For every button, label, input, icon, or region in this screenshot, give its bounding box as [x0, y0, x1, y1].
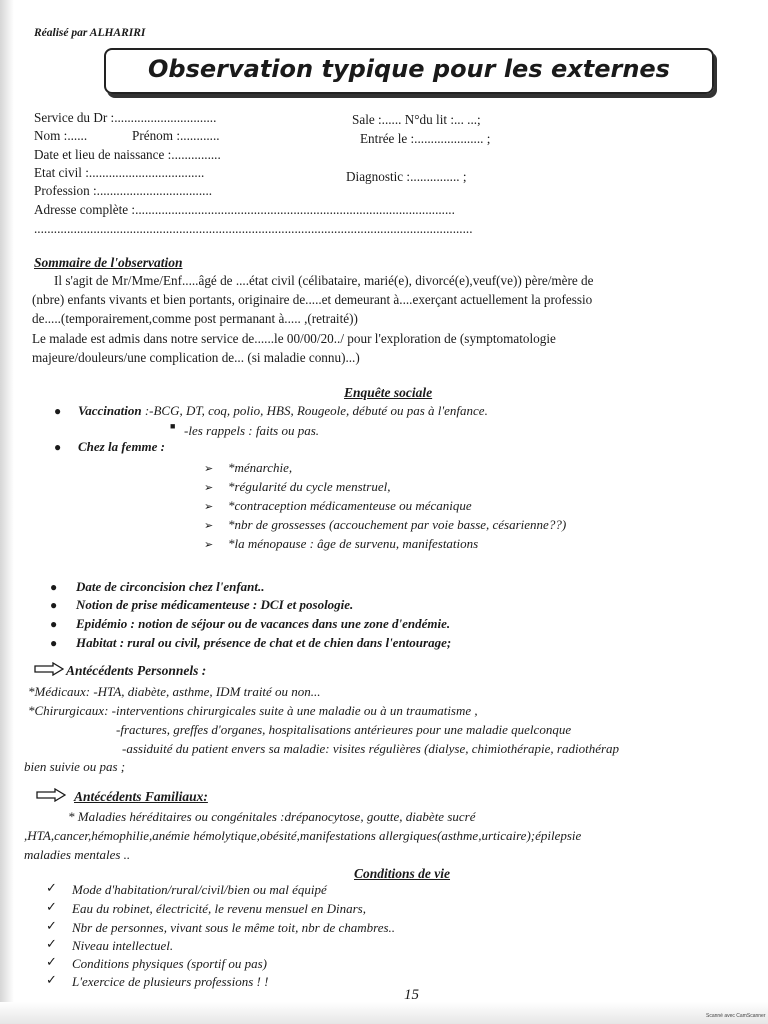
- naissance-field: Date et lieu de naissance :...............: [34, 147, 221, 162]
- arrowhead-icon: ➢: [204, 539, 214, 551]
- bullet-icon: ■: [170, 421, 176, 431]
- nom-field: Nom :......: [34, 128, 88, 143]
- femme-item: *ménarchie,: [228, 460, 293, 475]
- enquete-heading: Enquête sociale: [344, 385, 433, 400]
- condition-item: Nbr de personnes, vivant sous le même toit, nbr de chambres..: [72, 920, 396, 935]
- bullet-icon: ●: [50, 617, 58, 631]
- bullet-icon: ●: [54, 440, 62, 454]
- condition-item: Conditions physiques (sportif ou pas): [72, 956, 268, 971]
- chirurgicaux-line: *Chirurgicaux: -interventions chirurgicales suite à une maladie ou à un traumatisme ,: [28, 703, 478, 718]
- sommaire-line: Il s'agit de Mr/Mme/Enf.....âgé de ....état civil (célibataire, marié(e), divorcé(e),veuf(ve)) père/mère de: [54, 273, 594, 288]
- condition-item: L'exercice de plusieurs professions ! !: [72, 974, 269, 989]
- adresse-field: Adresse complète :.................................................................................................: [34, 202, 455, 217]
- profession-field: Profession :...................................: [34, 183, 213, 198]
- title-box: [104, 48, 714, 94]
- femme-item: *contraception médicamenteuse ou mécanique: [228, 498, 472, 513]
- salle-field: Sale :...... N°du lit :... ...;: [352, 112, 481, 127]
- condition-item: Mode d'habitation/rural/civil/bien ou mal équipé: [72, 882, 327, 897]
- atcd-perso-heading: Antécédents Personnels :: [66, 663, 207, 678]
- vaccination-line: Vaccination :-BCG, DT, coq, polio, HBS, Rougeole, débuté ou pas à l'enfance.: [78, 403, 488, 418]
- bullet-icon: ●: [50, 598, 58, 612]
- arrowhead-icon: ➢: [204, 463, 214, 475]
- habitat-item: Habitat : rural ou civil, présence de chat et de chien dans l'entourage;: [76, 635, 452, 650]
- bullet-icon: ●: [50, 580, 58, 594]
- checkmark-icon: ✓: [46, 880, 57, 895]
- scan-shadow-bottom: [0, 1002, 768, 1024]
- page-number: 15: [404, 987, 419, 1003]
- section-arrow-icon: [36, 788, 66, 802]
- adresse-continued: .....................................................................................................................................: [34, 221, 473, 236]
- bullet-icon: ●: [50, 636, 58, 650]
- femme-item: *nbr de grossesses (accouchement par voie basse, césarienne??): [228, 517, 567, 532]
- arrowhead-icon: ➢: [204, 501, 214, 513]
- etat-civil-field: Etat civil :...................................: [34, 165, 205, 180]
- condition-item: Niveau intellectuel.: [72, 938, 174, 953]
- femme-item: *la ménopause : âge de survenu, manifestations: [228, 536, 479, 551]
- sommaire-line: majeure/douleurs/une complication de... (si maladie connu)...): [32, 350, 360, 365]
- sommaire-line: Le malade est admis dans notre service de......le 00/00/20../ pour l'exploration de (symptomatologie: [32, 331, 556, 346]
- service-field: Service du Dr :...............................: [34, 110, 217, 125]
- condition-item: Eau du robinet, électricité, le revenu mensuel en Dinars,: [72, 901, 366, 916]
- diagnostic-field: Diagnostic :............... ;: [346, 169, 467, 184]
- scanner-footer: Scanné avec CamScanner: [706, 1013, 766, 1019]
- circoncision-item: Date de circoncision chez l'enfant..: [76, 579, 265, 594]
- prenom-field: Prénom :............: [132, 128, 220, 143]
- sommaire-heading: Sommaire de l'observation: [34, 255, 183, 270]
- author-credit: Réalisé par ALHARIRI: [34, 27, 146, 39]
- bullet-icon: ●: [54, 404, 62, 418]
- epidemio-item: Epidémio : notion de séjour ou de vacances dans une zone d'endémie.: [76, 616, 451, 631]
- scan-shadow-left: [0, 0, 14, 1024]
- chirurgicaux-line: -assiduité du patient envers sa maladie: visites régulières (dialyse, chimiothérapie, radiothérap: [122, 741, 620, 756]
- checkmark-icon: ✓: [46, 918, 57, 933]
- arrowhead-icon: ➢: [204, 482, 214, 494]
- section-arrow-icon: [34, 662, 64, 676]
- rappels-line: -les rappels : faits ou pas.: [184, 423, 320, 438]
- arrowhead-icon: ➢: [204, 520, 214, 532]
- chirurgicaux-line: bien suivie ou pas ;: [24, 759, 126, 774]
- chirurgicaux-line: -fractures, greffes d'organes, hospitalisations antérieures pour une maladie quelconque: [116, 722, 572, 737]
- familiaux-line: maladies mentales ..: [24, 847, 131, 862]
- sommaire-line: de.....(temporairement,comme post permanant à..... ,(retraité)): [32, 311, 358, 326]
- entree-field: Entrée le :..................... ;: [360, 131, 491, 146]
- familiaux-line: ,HTA,cancer,hémophilie,anémie hémolytique,obésité,manifestations allergiques(asthme,urticaire);épilepsie: [24, 828, 582, 843]
- chez-femme-label: Chez la femme :: [78, 439, 166, 454]
- familiaux-line: * Maladies héréditaires ou congénitales :drépanocytose, goutte, diabète sucré: [68, 809, 476, 824]
- prise-medicamenteuse-item: Notion de prise médicamenteuse : DCI et posologie.: [76, 597, 354, 612]
- checkmark-icon: ✓: [46, 899, 57, 914]
- femme-item: *régularité du cycle menstruel,: [228, 479, 391, 494]
- page-title: Observation typique pour les externes: [148, 55, 670, 83]
- conditions-heading: Conditions de vie: [354, 866, 451, 881]
- atcd-fam-heading: Antécédents Familiaux:: [74, 789, 208, 804]
- checkmark-icon: ✓: [46, 972, 57, 987]
- sommaire-line: (nbre) enfants vivants et bien portants, originaire de.....et demeurant à....exerçant actuellement la professio: [32, 292, 593, 307]
- checkmark-icon: ✓: [46, 954, 57, 969]
- medicaux-line: *Médicaux: -HTA, diabète, asthme, IDM traité ou non...: [28, 684, 321, 699]
- checkmark-icon: ✓: [46, 936, 57, 951]
